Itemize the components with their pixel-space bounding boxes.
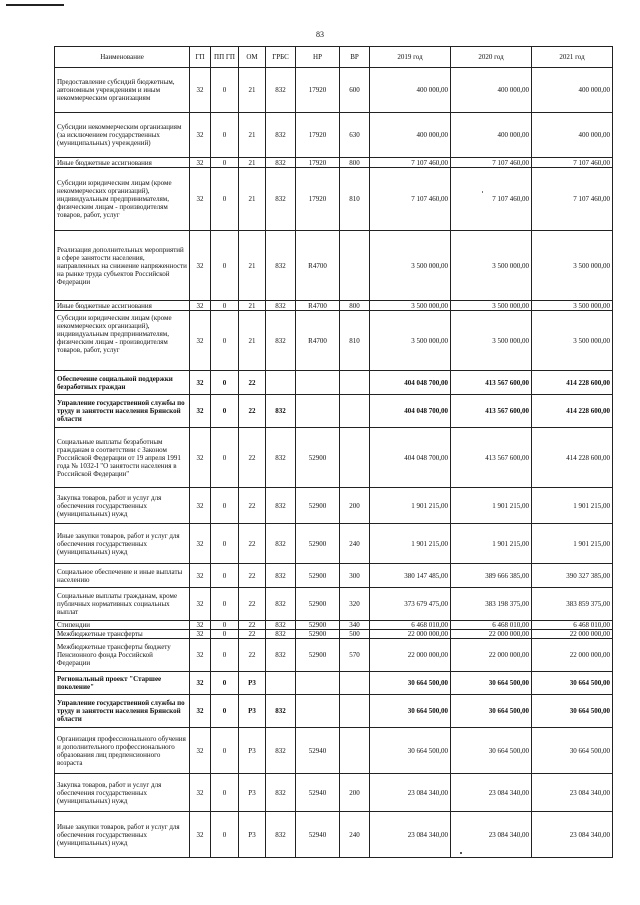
row-2019: 404 048 700,00 xyxy=(370,395,451,428)
row-2021: 30 664 500,00 xyxy=(532,728,613,774)
row-name: Предоставление субсидий бюджетным, автономным учреждениям и иным некоммерческим организациям xyxy=(55,68,190,113)
row-gp: 32 xyxy=(190,428,211,488)
row-gp: 32 xyxy=(190,672,211,695)
row-gp: 32 xyxy=(190,301,211,311)
row-ppgp: 0 xyxy=(211,672,239,695)
row-2019: 23 084 340,00 xyxy=(370,774,451,812)
row-ppgp: 0 xyxy=(211,371,239,395)
row-name: Социальные выплаты гражданам, кроме публичных нормативных социальных выплат xyxy=(55,588,190,621)
row-om: 22 xyxy=(239,371,266,395)
header-name: Наименование xyxy=(55,47,190,68)
row-2019: 6 468 010,00 xyxy=(370,621,451,630)
row-nr: 52900 xyxy=(296,588,340,621)
row-grbs: 832 xyxy=(266,488,296,524)
row-vr xyxy=(340,231,370,301)
row-gp: 32 xyxy=(190,311,211,371)
row-gp: 32 xyxy=(190,630,211,639)
row-name: Межбюджетные трансферты бюджету Пенсионного фонда Российской Федерации xyxy=(55,639,190,672)
row-om: 22 xyxy=(239,488,266,524)
row-om: 21 xyxy=(239,158,266,168)
row-nr: 17920 xyxy=(296,168,340,231)
row-ppgp: 0 xyxy=(211,311,239,371)
row-name: Социальные выплаты безработным гражданам в соответствии с Законом Российской Федерации от 19 апреля 1991 года № 1032-I "О занятости населения в Российской Федерации" xyxy=(55,428,190,488)
row-grbs: 832 xyxy=(266,774,296,812)
table-row xyxy=(55,695,613,728)
row-grbs: 832 xyxy=(266,395,296,428)
top-rule xyxy=(6,4,64,6)
row-nr: 17920 xyxy=(296,113,340,158)
row-name: Субсидии юридическим лицам (кроме некоммерческих организаций), индивидуальным предпринимателям, физическим лицам - производителям товаров, работ, услуг xyxy=(55,168,190,231)
row-name: Иные закупки товаров, работ и услуг для обеспечения государственных (муниципальных) нужд xyxy=(55,812,190,858)
table-row xyxy=(55,301,613,311)
table-row xyxy=(55,774,613,812)
row-om: P3 xyxy=(239,695,266,728)
row-ppgp: 0 xyxy=(211,168,239,231)
row-2021: 390 327 385,00 xyxy=(532,564,613,588)
row-2021: 414 228 600,00 xyxy=(532,371,613,395)
row-2019: 23 084 340,00 xyxy=(370,812,451,858)
row-om: 21 xyxy=(239,311,266,371)
row-gp: 32 xyxy=(190,158,211,168)
row-grbs: 832 xyxy=(266,588,296,621)
row-vr: 810 xyxy=(340,311,370,371)
row-gp: 32 xyxy=(190,113,211,158)
table-row xyxy=(55,812,613,858)
row-om: 22 xyxy=(239,524,266,564)
row-2019: 22 000 000,00 xyxy=(370,639,451,672)
row-vr: 240 xyxy=(340,524,370,564)
row-ppgp: 0 xyxy=(211,301,239,311)
row-2019: 30 664 500,00 xyxy=(370,672,451,695)
row-2021: 1 901 215,00 xyxy=(532,524,613,564)
table-row xyxy=(55,113,613,158)
row-2020: 7 107 460,00 xyxy=(451,168,532,231)
row-vr: 240 xyxy=(340,812,370,858)
row-grbs: 832 xyxy=(266,728,296,774)
row-ppgp: 0 xyxy=(211,395,239,428)
row-gp: 32 xyxy=(190,639,211,672)
row-om: 21 xyxy=(239,301,266,311)
row-2019: 3 500 000,00 xyxy=(370,311,451,371)
row-ppgp: 0 xyxy=(211,488,239,524)
row-2020: 383 198 375,00 xyxy=(451,588,532,621)
row-grbs: 832 xyxy=(266,231,296,301)
row-name: Реализация дополнительных мероприятий в сфере занятости населения, направленных на снижение напряженности на рынке труда субъектов Российской Федерации xyxy=(55,231,190,301)
row-vr xyxy=(340,395,370,428)
row-name: Субсидии юридическим лицам (кроме некоммерческих организаций), индивидуальным предпринимателям, физическим лицам - производителям товаров, работ, услуг xyxy=(55,311,190,371)
row-2019: 380 147 485,00 xyxy=(370,564,451,588)
row-2021: 1 901 215,00 xyxy=(532,488,613,524)
row-name: Закупка товаров, работ и услуг для обеспечения государственных (муниципальных) нужд xyxy=(55,774,190,812)
row-name: Организация профессионального обучения и дополнительного профессионального образования лиц предпенсионного возраста xyxy=(55,728,190,774)
row-nr xyxy=(296,672,340,695)
row-2020: 30 664 500,00 xyxy=(451,695,532,728)
row-gp: 32 xyxy=(190,588,211,621)
row-2020: 22 000 000,00 xyxy=(451,630,532,639)
row-2020: 413 567 600,00 xyxy=(451,395,532,428)
row-om: 22 xyxy=(239,630,266,639)
row-ppgp: 0 xyxy=(211,113,239,158)
row-nr xyxy=(296,395,340,428)
row-2019: 1 901 215,00 xyxy=(370,524,451,564)
row-vr xyxy=(340,728,370,774)
row-2020: 1 901 215,00 xyxy=(451,524,532,564)
row-grbs: 832 xyxy=(266,168,296,231)
row-vr: 800 xyxy=(340,158,370,168)
table-row xyxy=(55,639,613,672)
table-row xyxy=(55,158,613,168)
row-2019: 3 500 000,00 xyxy=(370,231,451,301)
row-nr: 52900 xyxy=(296,524,340,564)
row-grbs: 832 xyxy=(266,564,296,588)
header-vr: ВР xyxy=(340,47,370,68)
row-ppgp: 0 xyxy=(211,524,239,564)
row-ppgp: 0 xyxy=(211,812,239,858)
row-2019: 7 107 460,00 xyxy=(370,158,451,168)
row-2020: 3 500 000,00 xyxy=(451,231,532,301)
row-2021: 383 859 375,00 xyxy=(532,588,613,621)
row-nr: 17920 xyxy=(296,158,340,168)
row-2020: 413 567 600,00 xyxy=(451,428,532,488)
row-2019: 404 048 700,00 xyxy=(370,371,451,395)
row-name: Иные закупки товаров, работ и услуг для обеспечения государственных (муниципальных) нужд xyxy=(55,524,190,564)
row-2021: 22 000 000,00 xyxy=(532,630,613,639)
row-nr: 52900 xyxy=(296,428,340,488)
row-grbs xyxy=(266,371,296,395)
row-2020: 6 468 010,00 xyxy=(451,621,532,630)
row-nr: 52940 xyxy=(296,728,340,774)
row-2019: 400 000,00 xyxy=(370,68,451,113)
row-2019: 400 000,00 xyxy=(370,113,451,158)
row-2020: 22 000 000,00 xyxy=(451,639,532,672)
row-ppgp: 0 xyxy=(211,728,239,774)
row-vr xyxy=(340,428,370,488)
row-vr: 630 xyxy=(340,113,370,158)
row-vr: 600 xyxy=(340,68,370,113)
row-gp: 32 xyxy=(190,728,211,774)
row-om: 21 xyxy=(239,231,266,301)
row-ppgp: 0 xyxy=(211,630,239,639)
row-grbs: 832 xyxy=(266,524,296,564)
row-gp: 32 xyxy=(190,395,211,428)
row-nr: 52900 xyxy=(296,630,340,639)
row-2020: 1 901 215,00 xyxy=(451,488,532,524)
row-gp: 32 xyxy=(190,371,211,395)
row-nr: 17920 xyxy=(296,68,340,113)
row-2019: 1 901 215,00 xyxy=(370,488,451,524)
row-2020: 389 666 385,00 xyxy=(451,564,532,588)
table-row xyxy=(55,728,613,774)
row-2019: 3 500 000,00 xyxy=(370,301,451,311)
row-grbs: 832 xyxy=(266,621,296,630)
row-om: 22 xyxy=(239,428,266,488)
budget-table xyxy=(54,46,613,858)
row-vr: 300 xyxy=(340,564,370,588)
row-ppgp: 0 xyxy=(211,774,239,812)
row-gp: 32 xyxy=(190,695,211,728)
row-gp: 32 xyxy=(190,231,211,301)
row-2019: 30 664 500,00 xyxy=(370,728,451,774)
row-2020: 413 567 600,00 xyxy=(451,371,532,395)
row-nr: 52940 xyxy=(296,774,340,812)
row-name: Иные бюджетные ассигнования xyxy=(55,158,190,168)
row-ppgp: 0 xyxy=(211,158,239,168)
row-om: 22 xyxy=(239,564,266,588)
row-ppgp: 0 xyxy=(211,68,239,113)
scan-speck xyxy=(460,852,462,854)
row-2020: 23 084 340,00 xyxy=(451,812,532,858)
row-name: Управление государственной службы по труду и занятости населения Брянской области xyxy=(55,395,190,428)
row-grbs: 832 xyxy=(266,301,296,311)
row-vr xyxy=(340,695,370,728)
table-row xyxy=(55,672,613,695)
row-grbs: 832 xyxy=(266,311,296,371)
row-name: Закупка товаров, работ и услуг для обеспечения государственных (муниципальных) нужд xyxy=(55,488,190,524)
row-2021: 6 468 010,00 xyxy=(532,621,613,630)
page-number: 83 xyxy=(316,30,324,39)
row-vr xyxy=(340,672,370,695)
row-nr: 52900 xyxy=(296,488,340,524)
row-nr xyxy=(296,695,340,728)
row-name: Стипендии xyxy=(55,621,190,630)
row-nr: R4700 xyxy=(296,301,340,311)
row-2021: 23 084 340,00 xyxy=(532,774,613,812)
row-2021: 7 107 460,00 xyxy=(532,158,613,168)
row-2020: 3 500 000,00 xyxy=(451,301,532,311)
row-2020: 400 000,00 xyxy=(451,68,532,113)
table-row xyxy=(55,371,613,395)
row-om: 21 xyxy=(239,168,266,231)
row-gp: 32 xyxy=(190,774,211,812)
row-om: P3 xyxy=(239,774,266,812)
scan-speck xyxy=(482,191,483,193)
row-2020: 23 084 340,00 xyxy=(451,774,532,812)
table-row xyxy=(55,395,613,428)
row-2021: 400 000,00 xyxy=(532,68,613,113)
row-2020: 7 107 460,00 xyxy=(451,158,532,168)
row-vr: 200 xyxy=(340,774,370,812)
row-om: 22 xyxy=(239,588,266,621)
header-grbs: ГРБС xyxy=(266,47,296,68)
row-vr: 200 xyxy=(340,488,370,524)
row-grbs xyxy=(266,672,296,695)
row-om: P3 xyxy=(239,812,266,858)
row-nr: 52940 xyxy=(296,812,340,858)
row-grbs: 832 xyxy=(266,630,296,639)
row-nr xyxy=(296,371,340,395)
row-gp: 32 xyxy=(190,168,211,231)
table-row xyxy=(55,564,613,588)
row-vr: 340 xyxy=(340,621,370,630)
row-name: Социальное обеспечение и иные выплаты населению xyxy=(55,564,190,588)
row-ppgp: 0 xyxy=(211,621,239,630)
row-ppgp: 0 xyxy=(211,588,239,621)
row-2021: 7 107 460,00 xyxy=(532,168,613,231)
table-row xyxy=(55,168,613,231)
row-2021: 400 000,00 xyxy=(532,113,613,158)
row-2020: 400 000,00 xyxy=(451,113,532,158)
row-name: Субсидии некоммерческим организациям (за исключением государственных (муниципальных) учреждений) xyxy=(55,113,190,158)
row-name: Региональный проект "Старшее поколение" xyxy=(55,672,190,695)
header-2019: 2019 год xyxy=(370,47,451,68)
table-header-row xyxy=(55,47,613,68)
header-2021: 2021 год xyxy=(532,47,613,68)
row-ppgp: 0 xyxy=(211,639,239,672)
row-gp: 32 xyxy=(190,488,211,524)
table-row xyxy=(55,524,613,564)
row-2021: 3 500 000,00 xyxy=(532,301,613,311)
row-grbs: 832 xyxy=(266,428,296,488)
row-grbs: 832 xyxy=(266,113,296,158)
row-2021: 22 000 000,00 xyxy=(532,639,613,672)
row-name: Межбюджетные трансферты xyxy=(55,630,190,639)
row-nr: 52900 xyxy=(296,564,340,588)
header-gp: ГП xyxy=(190,47,211,68)
row-om: 21 xyxy=(239,113,266,158)
row-2020: 30 664 500,00 xyxy=(451,728,532,774)
row-om: 22 xyxy=(239,621,266,630)
row-2021: 3 500 000,00 xyxy=(532,231,613,301)
table-row xyxy=(55,588,613,621)
row-gp: 32 xyxy=(190,621,211,630)
row-name: Управление государственной службы по труду и занятости населения Брянской области xyxy=(55,695,190,728)
row-grbs: 832 xyxy=(266,812,296,858)
row-name: Иные бюджетные ассигнования xyxy=(55,301,190,311)
row-2021: 414 228 600,00 xyxy=(532,428,613,488)
row-grbs: 832 xyxy=(266,158,296,168)
header-om: ОМ xyxy=(239,47,266,68)
row-name: Обеспечение социальной поддержки безработных граждан xyxy=(55,371,190,395)
row-gp: 32 xyxy=(190,564,211,588)
row-2019: 30 664 500,00 xyxy=(370,695,451,728)
row-nr: 52900 xyxy=(296,639,340,672)
header-nr: НР xyxy=(296,47,340,68)
row-gp: 32 xyxy=(190,68,211,113)
row-2019: 22 000 000,00 xyxy=(370,630,451,639)
row-vr: 320 xyxy=(340,588,370,621)
row-ppgp: 0 xyxy=(211,231,239,301)
row-grbs: 832 xyxy=(266,639,296,672)
table-row xyxy=(55,621,613,630)
row-2021: 3 500 000,00 xyxy=(532,311,613,371)
row-om: 22 xyxy=(239,639,266,672)
row-vr: 810 xyxy=(340,168,370,231)
table-row xyxy=(55,231,613,301)
row-gp: 32 xyxy=(190,524,211,564)
row-ppgp: 0 xyxy=(211,564,239,588)
row-om: 22 xyxy=(239,395,266,428)
row-vr: 500 xyxy=(340,630,370,639)
header-ppgp: ПП ГП xyxy=(211,47,239,68)
row-ppgp: 0 xyxy=(211,428,239,488)
row-2020: 3 500 000,00 xyxy=(451,311,532,371)
row-nr: 52900 xyxy=(296,621,340,630)
row-2021: 30 664 500,00 xyxy=(532,695,613,728)
row-2019: 7 107 460,00 xyxy=(370,168,451,231)
row-2019: 373 679 475,00 xyxy=(370,588,451,621)
table-row xyxy=(55,68,613,113)
table-row xyxy=(55,630,613,639)
table-row xyxy=(55,488,613,524)
row-om: 21 xyxy=(239,68,266,113)
header-2020: 2020 год xyxy=(451,47,532,68)
row-2021: 414 228 600,00 xyxy=(532,395,613,428)
row-2021: 30 664 500,00 xyxy=(532,672,613,695)
row-om: P3 xyxy=(239,672,266,695)
row-2021: 23 084 340,00 xyxy=(532,812,613,858)
row-vr xyxy=(340,371,370,395)
row-2020: 30 664 500,00 xyxy=(451,672,532,695)
row-nr: R4700 xyxy=(296,311,340,371)
row-ppgp: 0 xyxy=(211,695,239,728)
row-grbs: 832 xyxy=(266,695,296,728)
row-om: P3 xyxy=(239,728,266,774)
row-vr: 800 xyxy=(340,301,370,311)
row-grbs: 832 xyxy=(266,68,296,113)
table-row xyxy=(55,311,613,371)
row-nr: R4700 xyxy=(296,231,340,301)
row-vr: 570 xyxy=(340,639,370,672)
row-gp: 32 xyxy=(190,812,211,858)
row-2019: 404 048 700,00 xyxy=(370,428,451,488)
table-row xyxy=(55,428,613,488)
